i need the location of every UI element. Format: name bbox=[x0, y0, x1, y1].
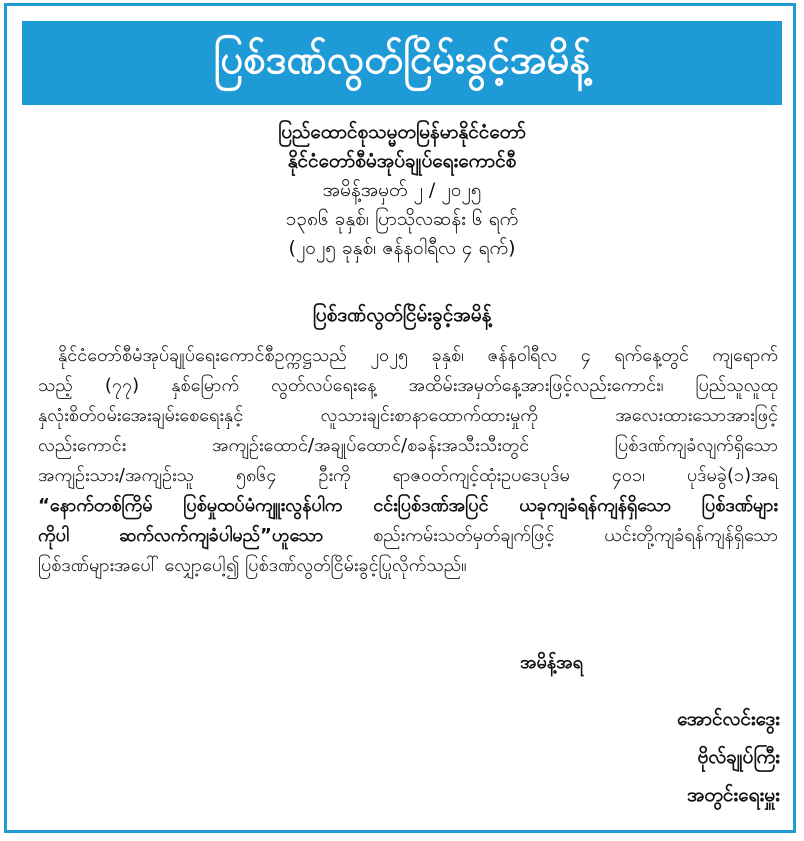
body-word: ရက်နေ့တွင် bbox=[614, 345, 689, 366]
body-line bbox=[38, 341, 778, 371]
body-word: လျှော့ပေါ့၍ bbox=[164, 555, 240, 576]
body-word: ပြစ်ဒဏ်ကျခံလျက်ရှိသော bbox=[614, 435, 778, 456]
council-name: နိုင်ငံတော်စီမံအုပ်ချုပ်ရေးကောင်စီ bbox=[287, 150, 517, 172]
title-banner bbox=[22, 21, 782, 105]
body-word: ပြည်သူလူထု bbox=[695, 375, 778, 396]
body-word: ကိုပါ bbox=[38, 525, 69, 546]
body-word: အလေးထားသောအားဖြင့် bbox=[615, 405, 778, 426]
body-word: နိုင်ငံတော်စီမံအုပ်ချုပ်ရေးကောင်စီဥက္ကဋ္ဌသည် bbox=[58, 345, 347, 366]
body-word: ပုဒ်မခွဲ(၁)အရ bbox=[686, 465, 778, 486]
body-word: ခုနှစ်၊ bbox=[431, 345, 465, 366]
body-word: ပြစ်ဒဏ်လွတ်ငြိမ်းခွင့်ပြုလိုက်သည်။ bbox=[245, 555, 467, 576]
body-word: အကျဉ်းသား/အကျဉ်းသူ bbox=[38, 465, 194, 486]
gregorian-date: (၂၀၂၅ ခုနှစ်၊ ဇန်နဝါရီလ ၄ ရက်) bbox=[288, 237, 516, 259]
body-word: ငင်းပြစ်ဒဏ်အပြင် bbox=[373, 495, 489, 516]
body-word: ကျရောက် bbox=[712, 345, 778, 366]
body-word: သည့် bbox=[38, 375, 73, 396]
signatory-title: အတွင်းရေးမှူး bbox=[686, 784, 780, 806]
body-word: ယခုကျခံရန်ကျန်ရှိသော bbox=[519, 495, 672, 516]
body-word: လည်းကောင်း bbox=[38, 435, 127, 456]
body-word: စည်းကမ်းသတ်မှတ်ချက်ဖြင့် bbox=[373, 525, 555, 546]
government-name: ပြည်ထောင်စုသမ္မတမြန်မာနိုင်ငံတော် bbox=[278, 121, 526, 143]
body-word: ၄၀၁၊ bbox=[611, 465, 645, 486]
subject-heading: ပြစ်ဒဏ်လွတ်ငြိမ်းခွင့်အမိန့် bbox=[312, 304, 492, 326]
body-word: ၅၈၆၄ bbox=[235, 465, 277, 486]
body-line bbox=[38, 491, 778, 521]
body-line bbox=[38, 371, 778, 401]
body-word: ဦးကို bbox=[318, 465, 351, 486]
body-text bbox=[38, 341, 778, 581]
body-word: လူသားချင်းစာနာထောက်ထားမှုကို bbox=[320, 405, 538, 426]
body-line bbox=[38, 401, 778, 431]
body-word: ပြစ်ဒဏ်များ bbox=[701, 495, 778, 516]
body-word: နှလုံးစိတ်ဝမ်းအေးချမ်းစေရေးနှင့် bbox=[38, 405, 244, 426]
body-word: “နောက်တစ်ကြိမ် bbox=[38, 495, 153, 516]
signatory-name: အောင်လင်းဒွေး bbox=[677, 708, 780, 730]
body-word: ၂၀၂၅ bbox=[370, 345, 409, 366]
body-word: ပြစ်ဒဏ်များအပေါ် bbox=[38, 555, 159, 576]
body-word: ၄ bbox=[580, 345, 591, 366]
body-line bbox=[38, 461, 778, 491]
signature-block bbox=[677, 700, 780, 814]
body-line bbox=[38, 521, 778, 551]
signatory-rank: ဗိုလ်ချုပ်ကြီး bbox=[697, 746, 780, 768]
body-word: အကျဉ်းထောင်/အချုပ်ထောင်/စခန်းအသီးသီးတွင် bbox=[211, 435, 530, 456]
body-word: ယင်းတို့ကျခံရန်ကျန်ရှိသော bbox=[604, 525, 778, 546]
body-word: ဆက်လက်ကျခံပါမည်”ဟူသော bbox=[118, 525, 324, 546]
order-number: အမိန့်အမှတ် ၂ / ၂၀၂၅ bbox=[322, 179, 482, 201]
order-by-label: အမိန့်အရ bbox=[520, 652, 583, 673]
body-line bbox=[38, 431, 778, 461]
body-word: (၇၇) bbox=[104, 375, 140, 396]
body-word: ရာဇဝတ်ကျင့်ထုံးဥပဒေပုဒ်မ bbox=[392, 465, 570, 486]
header-block bbox=[0, 118, 804, 263]
body-word: လွတ်လပ်ရေးနေ့ bbox=[271, 375, 377, 396]
myanmar-date: ၁၃၈၆ ခုနှစ်၊ ပြာသိုလဆန်း ၆ ရက် bbox=[285, 208, 519, 230]
banner-title: ပြစ်ဒဏ်လွတ်ငြိမ်းခွင့်အမိန့် bbox=[213, 36, 591, 83]
body-word: နှစ်မြောက် bbox=[171, 375, 240, 396]
body-line bbox=[38, 551, 778, 581]
body-word: ပြစ်မှုထပ်မံကျူးလွန်ပါက bbox=[183, 495, 343, 516]
body-word: ဇန်နဝါရီလ bbox=[487, 345, 558, 366]
body-word: အထိမ်းအမှတ်နေ့အားဖြင့်လည်းကောင်း၊ bbox=[408, 375, 664, 396]
